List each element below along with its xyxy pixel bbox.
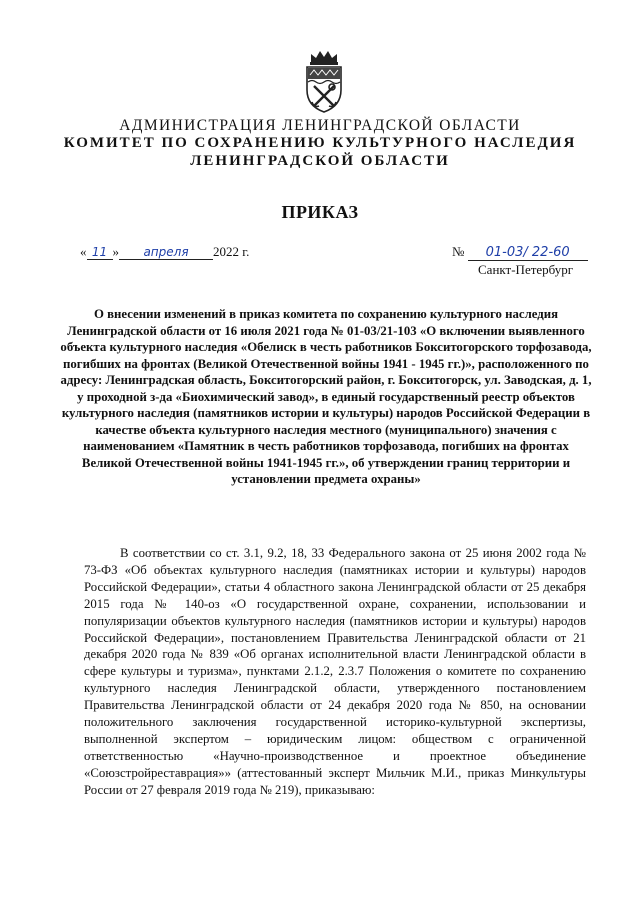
- number-value: 01-03/ 22-60: [485, 245, 570, 260]
- date-month-field: [119, 245, 213, 260]
- coat-of-arms-icon: [299, 48, 349, 114]
- number-field: [468, 245, 588, 261]
- number-label: №: [452, 244, 465, 259]
- document-type: ПРИКАЗ: [281, 202, 359, 222]
- date-month: апреля: [143, 245, 189, 259]
- date-open-quote: «: [80, 244, 87, 259]
- org-name-line-2: КОМИТЕТ ПО СОХРАНЕНИЮ КУЛЬТУРНОГО НАСЛЕДИЯ: [63, 135, 577, 151]
- date-close-quote: »: [112, 244, 119, 259]
- document-title: О внесении изменений в приказ комитета по сохранению культурного наследия Ленинградской области от 16 июля 2021 года № 01-03/21-103 «О включении выявленного объекта культурного наследия «Обелиск в честь работников Бокситогорского торфозавода, погибших на фронтах (Великой Отечественной войны 1941 - 1945 гг.)», расположенного по адресу: Ленинградская область, Бокситогорский район, г. Бокситогорск, ул. Заводская, д. 1, у проходной з-да «Биохимический завод», в единый государственный реестр объектов культурного наследия (памятников истории и культуры) народов Российской Федерации в качестве объекта культурного наследия местного (муниципального) значения с наименованием «Памятник в честь работников торфозавода, погибших на фронтах Великой Отечественной войны 1941-1945 гг.», об утверждении границ территории и установлении предмета охраны»: [60, 307, 592, 486]
- date-day-field: [87, 245, 113, 260]
- date-day: 11: [91, 245, 108, 259]
- org-name-line-3: ЛЕНИНГРАДСКОЙ ОБЛАСТИ: [190, 153, 450, 169]
- document-body: В соответствии со ст. 3.1, 9.2, 18, 33 Федерального закона от 25 июня 2002 года № 73-ФЗ «Об объектах культурного наследия (памятниках истории и культуры) народов Российской Федерации», статьи 4 областного закона Ленинградской области от 25 декабря 2015 года № 140-оз «О государственной охране, сохранении, использовании и популяризации объектов культурного наследия (памятников истории и культуры) народов Российской Федерации», постановлением Правительства Ленинградской области от 21 декабря 2020 года № 839 «Об органах исполнительной власти Ленинградской области в сфере культуры и туризма», пунктами 2.1.2, 2.3.7 Положения о комитете по сохранению культурного наследия Ленинградской области, утвержденного постановлением Правительства Ленинградской области от 24 декабря 2020 года № 850, на основании положительного заключения государственной историко-культурной экспертизы, выполненной экспертом – юридическим лицом: обществом с ограниченной ответственностью «Научно-производственное и проектное объединение «Союзстройреставрация»» (аттестованный эксперт Мильчик М.И., приказ Минкультуры России от 27 февраля 2019 года № 219), приказываю:: [84, 546, 586, 797]
- document-date: [80, 244, 249, 260]
- document-city: Санкт-Петербург: [478, 262, 574, 277]
- date-year: 2022 г.: [213, 244, 250, 259]
- org-name-line-1: АДМИНИСТРАЦИЯ ЛЕНИНГРАДСКОЙ ОБЛАСТИ: [119, 117, 521, 134]
- document-number: [452, 244, 588, 261]
